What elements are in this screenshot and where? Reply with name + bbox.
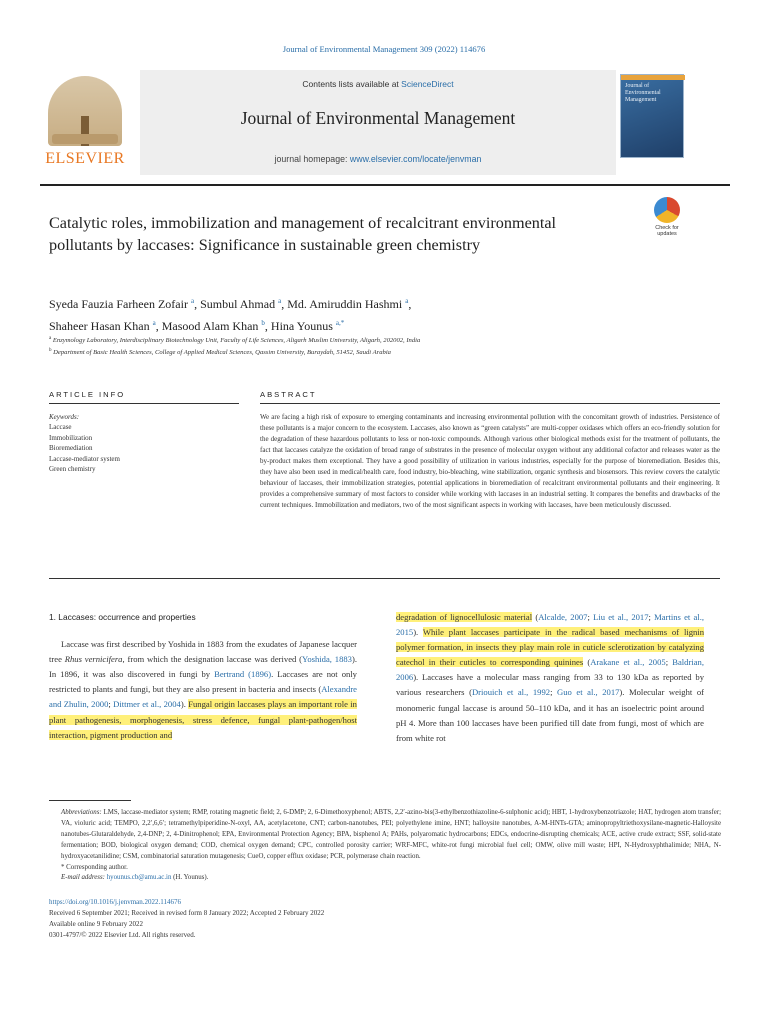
footnotes xyxy=(49,808,721,884)
email-link[interactable]: hyounus.cb@amu.ac.in xyxy=(106,874,172,882)
citation-link[interactable]: Arakane et al., 2005 xyxy=(590,657,666,668)
author-name[interactable]: Shaheer Hasan Khan xyxy=(49,319,150,333)
doi-link[interactable]: https://doi.org/10.1016/j.jenvman.2022.114676 xyxy=(49,898,182,906)
sciencedirect-link[interactable]: ScienceDirect xyxy=(401,79,454,89)
article-title: Catalytic roles, immobilization and management of recalcitrant environmental pollutants by laccases: Significance in sustainable green chemistry xyxy=(49,214,557,254)
author-name[interactable]: Hina Younus xyxy=(270,319,333,333)
email-line: E-mail address: hyounus.cb@amu.ac.in (H. Younus). xyxy=(61,874,209,882)
keyword: Bioremediation xyxy=(49,444,93,453)
contents-line: Contents lists available at ScienceDirect xyxy=(302,79,454,89)
citation-link[interactable]: Martins et al., 2015 xyxy=(396,612,704,638)
keyword: Green chemistry xyxy=(49,465,96,474)
publication-info xyxy=(49,897,721,941)
citation-link[interactable]: Alexandre and Zhulin, 2000 xyxy=(49,684,357,710)
keywords-block xyxy=(49,412,239,474)
corresponding-author-note: * Corresponding author. xyxy=(61,863,128,871)
author-name[interactable]: Md. Amiruddin Hashmi xyxy=(287,297,403,311)
keyword: Laccase xyxy=(49,423,72,432)
citation-link[interactable]: Guo et al., 2017 xyxy=(557,687,620,698)
cover-image xyxy=(620,74,684,158)
journal-cover xyxy=(620,70,730,175)
citation-link[interactable]: Alcalde, 2007 xyxy=(538,612,588,622)
keywords-label: Keywords: xyxy=(49,413,80,421)
online-date: Available online 9 February 2022 xyxy=(49,920,143,928)
tree-icon xyxy=(48,76,122,146)
crossmark-button[interactable] xyxy=(645,197,689,237)
citation-link[interactable]: Baldrian, 2006 xyxy=(396,657,704,683)
journal-title: Journal of Environmental Management xyxy=(240,108,516,128)
crossmark-icon xyxy=(654,197,680,223)
footnote-rule xyxy=(49,800,131,801)
abstract-rule xyxy=(260,403,720,404)
article-info-heading: ARTICLE INFO xyxy=(49,390,126,399)
homepage-link[interactable]: www.elsevier.com/locate/jenvman xyxy=(349,154,482,164)
abstract-text: We are facing a high risk of exposure to emerging contaminants and increasing environmental pollution with the concomitant growth of industries. Persistence of these pollutants is a major concern to the ecosystem. Laccases, also known as “green catalysts” are multi-copper oxidases which offers an eco-friendly solution for the degradation of these hazardous pollutants to less or non-toxic compounds. Although various other biological methods exist for the treatment of pollutants, the fact that laccases catalyze the oxidation of broad range of substrates in the presence of molecular oxygen without any additional cofactor and releases water as the by-product makes them exceptional. They have a good possibility of utilization in various industries, especially for the purpose of bioremediation. Besides this, they have also been used in medical/health care, food industry, bio-bleaching, wine stabilization, organic synthesis and biosensors. This review covers the catalytic behaviour of laccases, their immobilization strategies, potential applications in bioremediation of recalcitrant environmental pollutants and their engineering. It provides a comprehensive summary of most factors to consider while working with laccases in an industrial setting. It compares the benefits and drawbacks of the current techniques. Immobilization and mediators, two of the most significant aspects in working with laccases, have been meticulously discussed. xyxy=(260,413,720,509)
body-column-left xyxy=(49,610,357,743)
author-name[interactable]: Masood Alam Khan xyxy=(161,319,259,333)
keyword: Laccase-mediator system xyxy=(49,454,120,463)
affiliation-b: $^b$ Department of Basic Health Sciences, College of Applied Medical Sciences, Qassim University, Buraydah, 51452, Saudi Arabia xyxy=(49,348,391,357)
publisher-name: ELSEVIER xyxy=(45,150,125,167)
author-name[interactable]: Sumbul Ahmad xyxy=(200,297,276,311)
citation-link[interactable]: Driouich et al., 1992 xyxy=(471,687,551,698)
section-title: 1. Laccases: occurrence and properties xyxy=(49,612,196,622)
highlighted-text: While plant laccases participate in the radical based mechanisms of lignin polymer formation, in insects they play main role in cuticle sclerotization by catalyzing catechol in their cuticles to corresponding quinines xyxy=(396,627,704,668)
citation-link[interactable]: Yoshida, 1883 xyxy=(302,654,352,665)
journal-citation[interactable]: Journal of Environmental Management 309 (2022) 114676 xyxy=(282,44,486,54)
affiliation-a: $^a$ Enzymology Laboratory, Interdisciplinary Biotechnology Unit, Faculty of Life Sciences, Aligarh Muslim University, Aligarh, 202002, India xyxy=(49,336,421,345)
homepage-line: journal homepage: www.elsevier.com/locate/jenvman xyxy=(274,154,482,164)
journal-header xyxy=(40,70,730,178)
highlighted-text: degradation of lignocellulosic material xyxy=(396,612,533,622)
citation-link[interactable]: Dittmer et al., 2004 xyxy=(113,699,181,710)
keyword: Immobilization xyxy=(49,433,93,442)
highlighted-text: Fungal origin laccases plays an important role in plant pathogenesis, morphogenesis, stress defence, fungal plant-pathogen/host interaction, pigment production and xyxy=(49,699,357,740)
cover-title: Journal of Environmental Management xyxy=(625,83,661,103)
header-box xyxy=(140,70,616,175)
header-rule xyxy=(40,184,730,186)
crossmark-label: Check for updates xyxy=(655,225,679,237)
elsevier-logo xyxy=(40,70,130,170)
citation-link[interactable]: Liu et al., 2017 xyxy=(593,612,649,622)
abbreviations-footnote: Abbreviations: LMS, laccase-mediator system; RMP, rotating magnetic field; 2, 6-DMP; 2, 6-Dimethoxyphenol; ABTS, 2,2′-azino-bis(3-ethylbenzothiazoline-6-sulphonic acid); HBT, 1-hydroxybenzotriazole; HAT, hydrogen atom transfer; VA, violuric acid; TEMPO, 2,2′,6,6′; tetramethylpiperidine-N-oxyl, AA, acetylacetone, CNT; carbon-nanotubes, PEI; polyethylene imine, HNT; halloysite nanotubes, A-M-HNTs-GTA; aminopropyltriethoxysilane-magnetic-Halloysite nanotubes-Glutaraldehyde, 2,4-DNP; 2, 4-Dinitrophenol; EPA, Environmental Protection Agency; BPA, bisphenol A; PAHs, polyaromatic hydrocarbons; EDCs, endocrine-disrupting chemicals; ACE, active crude extract; SSF, solid-state fermentation; BOD, biological oxygen demand; COD, chemical oxygen demand; CPC, controlled porosity carrier; WRF-MFC, white-rot fungi microbial fuel cell; OMW, olive mill waste; HPI, N-Hydroxyphthalimide; NHA, N-hydroxyacetanilidine; CSM, combinatorial saturation mutagenesis; CueO, copper efflux oxidase; PCR, polymerase chain reaction. xyxy=(61,809,721,860)
body-paragraph: Laccase was first described by Yoshida in 1883 from the exudates of Japanese lacquer tree Rhus vernicifera, from which the designation laccase was derived (Yoshida, 1883). In 1896, it was also discovered in fungi by Bertrand (1896). Laccases are not only restricted to plants and fungi, but they are also present in bacteria and insects (Alexandre and Zhulin, 2000; Dittmer et al., 2004). Fungal origin laccases plays an important role in plant pathogenesis, morphogenesis, stress defence, fungal plant-pathogen/host interaction, pigment production and xyxy=(49,639,357,740)
author-name[interactable]: Syeda Fauzia Farheen Zofair xyxy=(49,297,188,311)
copyright: 0301-4797/© 2022 Elsevier Ltd. All rights reserved. xyxy=(49,931,196,939)
received-dates: Received 6 September 2021; Received in revised form 8 January 2022; Accepted 2 February 2022 xyxy=(49,909,325,917)
abstract-heading: ABSTRACT xyxy=(260,390,317,399)
body-column-right xyxy=(396,610,704,746)
abstract-bottom-rule xyxy=(49,578,720,579)
body-paragraph: degradation of lignocellulosic material (Alcalde, 2007; Liu et al., 2017; Martins et al., 2015). While plant laccases participate in the radical based mechanisms of lignin polymer formation, in insects they play main role in cuticle sclerotization by catalyzing catechol in their cuticles to corresponding quinines (Arakane et al., 2005; Baldrian, 2006). Laccases have a molecular mass ranging from 33 to 130 kDa as reported by various researchers (Driouich et al., 1992; Guo et al., 2017). Molecular weight of monomeric fungal laccase is around 50–110 kDa, and it has an isoelectric point around pH 4. More than 100 laccases have been purified till date from fungi, most of which are from white rot xyxy=(396,612,704,743)
citation-link[interactable]: Bertrand (1896) xyxy=(214,669,272,680)
author-list: Syeda Fauzia Farheen Zofair $^a$, Sumbul Ahmad $^a$, Md. Amiruddin Hashmi $^a$, Shaheer Hasan Khan $^a$, Masood Alam Khan $^b$, Hina Younus $^{a,*}$ xyxy=(49,297,412,333)
article-info-rule xyxy=(49,403,239,404)
